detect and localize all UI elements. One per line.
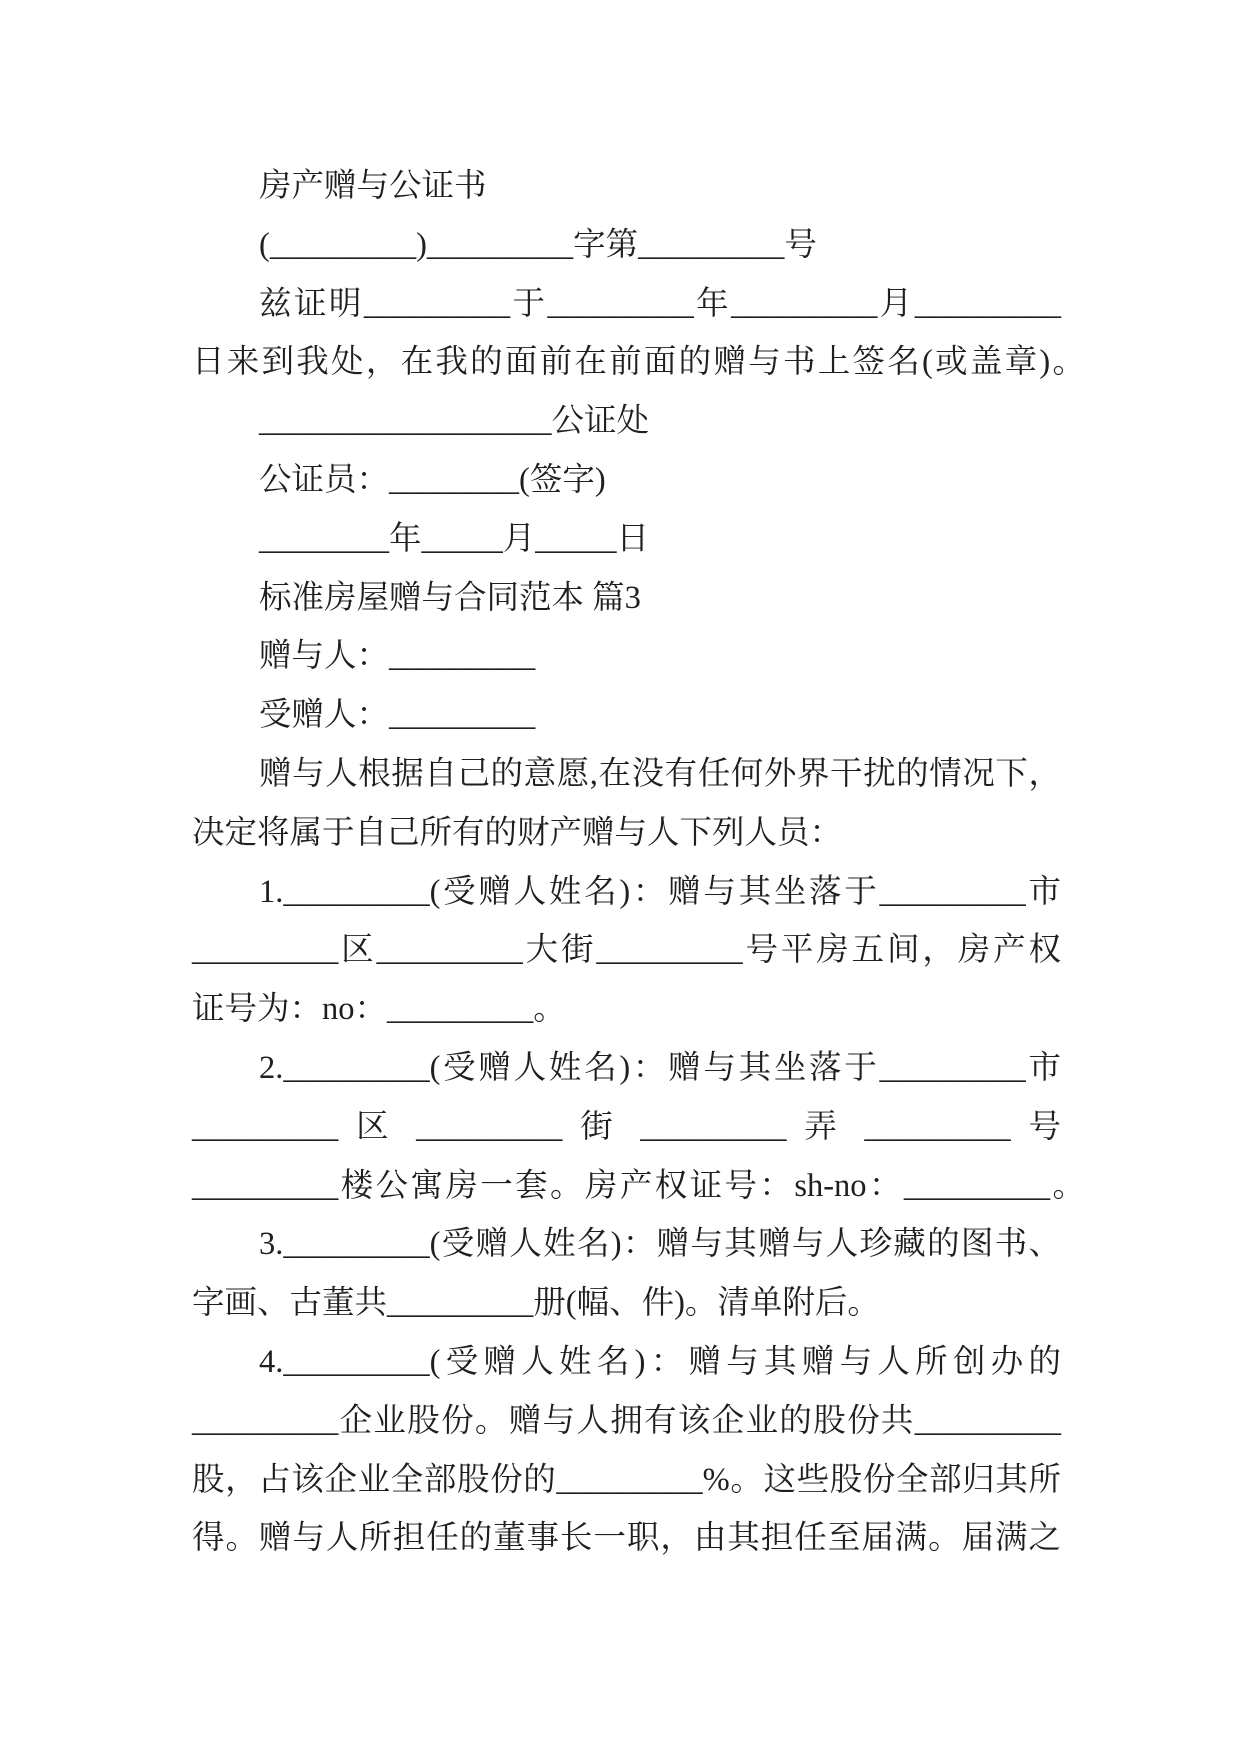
clause-2-line: _________ 区 _________ 街 _________ 弄 _________ 号 (192, 1108, 1062, 1145)
certificate-statement-line: 日来到我处，在我的面前在前面的赠与书上签名(或盖章)。 (192, 344, 1085, 381)
clause-4-line: _________企业股份。赠与人拥有该企业的股份共_________ (192, 1402, 1061, 1439)
notary-signature-line: 公证员：________(签字) (259, 461, 606, 498)
donor-line: 赠与人：_________ (259, 638, 536, 675)
certificate-title: 房产赠与公证书 (259, 168, 487, 204)
certificate-date-line: ________年_____月_____日 (259, 520, 650, 557)
certificate-statement-line: 兹证明_________于_________年_________月_________ (259, 285, 1061, 322)
notary-office-line: __________________公证处 (259, 403, 650, 440)
clause-2-line: 2._________(受赠人姓名)：赠与其坐落于_________市 (259, 1049, 1061, 1086)
clause-1-line: _________区_________大街_________号平房五间，房产权 (192, 932, 1061, 969)
donee-line: 受赠人：_________ (259, 697, 536, 734)
document-page (192, 157, 1085, 1568)
clause-4-line: 股，占该企业全部股份的_________%。这些股份全部归其所 (192, 1461, 1061, 1498)
clause-2-line: _________楼公寓房一套。房产权证号：sh-no：_________。 (192, 1167, 1085, 1204)
clause-3-line: 字画、古董共_________册(幅、件)。清单附后。 (192, 1285, 880, 1322)
clause-1-line: 证号为：no：_________。 (192, 991, 566, 1028)
contract-heading: 标准房屋赠与合同范本 篇3 (259, 579, 641, 616)
clause-4-line: 4._________(受赠人姓名)：赠与其赠与人所创办的 (259, 1343, 1061, 1380)
certificate-reference-number: (_________)_________字第_________号 (259, 226, 817, 263)
clause-4-line: 得。赠与人所担任的董事长一职，由其担任至届满。届满之 (192, 1520, 1061, 1557)
preamble-line: 决定将属于自己所有的财产赠与人下列人员： (192, 814, 843, 851)
preamble-line: 赠与人根据自己的意愿,在没有任何外界干扰的情况下， (259, 755, 1061, 792)
clause-1-line: 1._________(受赠人姓名)：赠与其坐落于_________市 (259, 873, 1061, 910)
clause-3-line: 3._________(受赠人姓名)：赠与其赠与人珍藏的图书、 (259, 1226, 1061, 1263)
